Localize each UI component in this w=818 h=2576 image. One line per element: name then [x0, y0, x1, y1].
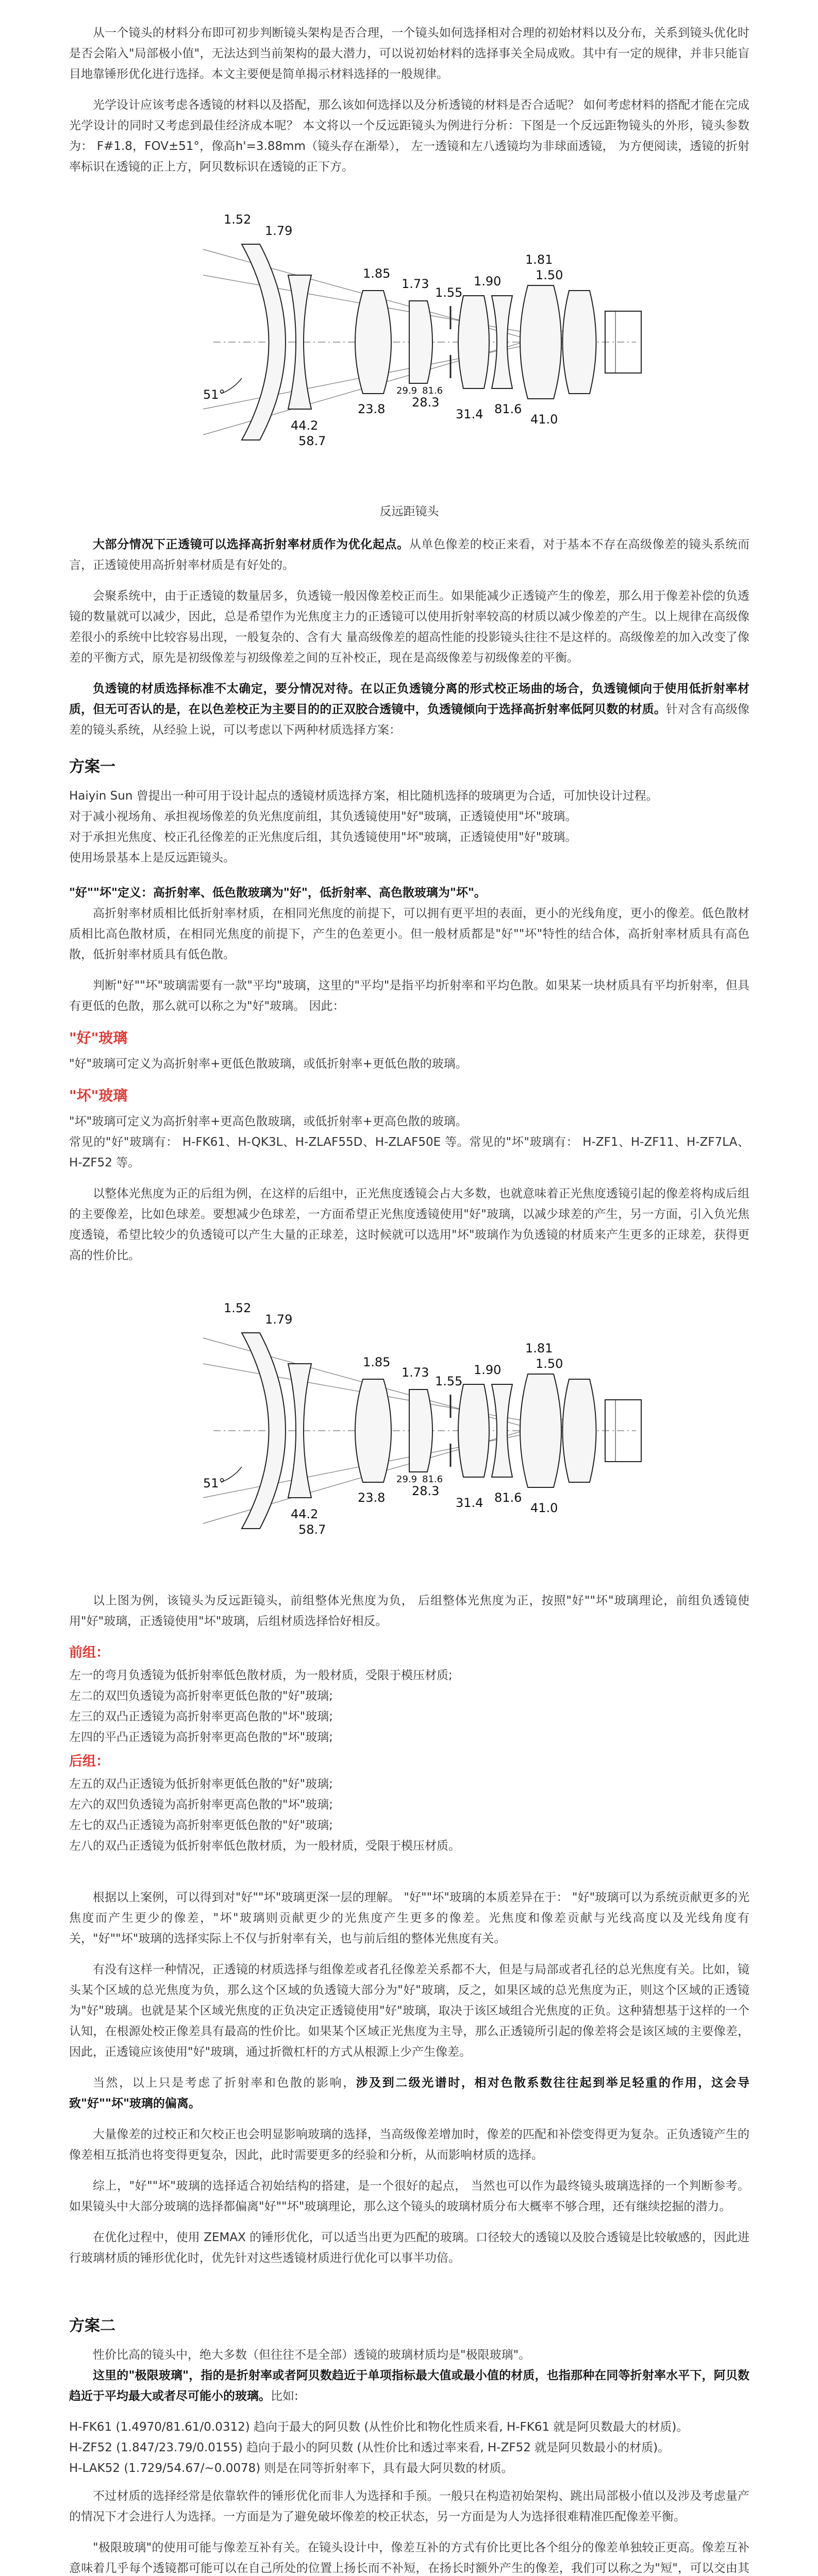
lens-2-5 — [458, 1384, 489, 1477]
lens-3-biconvex — [355, 291, 391, 394]
f2-top-label-0: 1.52 — [224, 1301, 252, 1315]
lens-2-7 — [520, 1374, 561, 1487]
bottom-label-3: 81.6 — [494, 402, 522, 416]
f2-bottom-label-3: 81.6 — [494, 1490, 522, 1505]
top-label-6: 1.81 — [525, 252, 553, 267]
scheme-2-paragraph-1: 不过材质的选择经常是依靠软件的锤形优化而非人为选择和手预。一般只在构造初始架构、跳出局部极小值以及涉及考虑量产的情况下才会进行人为选择。一方面是为了避免破坏像差的校正状态，另一方面是为人为选择很难精准匹配像差平衡。 — [69, 2489, 749, 2523]
front-group-line-2: 左二的双凹负透镜为高折射率更低色散的"好"玻璃; — [69, 1689, 333, 1703]
bottom-label-2: 31.4 — [456, 407, 483, 421]
top-label-2: 1.85 — [363, 266, 391, 281]
lens-4-planoconvex — [409, 301, 432, 383]
abbe-number-labels — [291, 385, 558, 448]
lens-2-4 — [409, 1389, 432, 1472]
figure-1-caption: 反远距镜头 — [379, 505, 439, 518]
top-label-3: 1.73 — [402, 277, 429, 291]
figure-retrofocus-lens — [69, 188, 749, 497]
f2-bottom-label-4: 41.0 — [530, 1501, 558, 1515]
abbe-number-labels-2 — [291, 1474, 558, 1537]
lens-diagram-2 — [69, 1276, 749, 1585]
article-content — [69, 23, 749, 2576]
limit-glass-item-1: H-FK61 (1.4970/81.61/0.0312) 趋向于最大的阿贝数 (从性价比和物化性质来看, H-FK61 就是阿贝数最大的材质)。 — [69, 2420, 689, 2434]
lens-2-3 — [355, 1379, 391, 1482]
front-group-line-3: 左三的双凸正透镜为高折射率更高色散的"坏"玻璃; — [69, 1710, 333, 1723]
scheme-2-paragraph-2: "极限玻璃"的使用可能与像差互补有关。在镜头设计中，像差互补的方式有价比更比各个组分的像差单独较正更高。像差互补意味着几乎每个透镜都可能可以在自己所处的位置上扬长而不补短，在扬长时额外产生的像差，我们可以称之为"短"，可以交由其 — [69, 2541, 749, 2575]
limit-glass-definition-bold: 这里的"极限玻璃"，指的是折射率或者阿贝数趋近于单项指标最大值或最小值的材质，也指那种在同等折射率水平下，阿贝数趋近于平均最大或者尽可能小的玻璃。 — [69, 2369, 749, 2403]
rear-group-example: 以整体光焦度为正的后组为例，在这样的后组中，正光焦度透镜会占大多数，也就意味着正光焦度透镜引起的像差将构成后组的主要像差，比如色球差。要想减少色球差，一方面希望正光焦度透镜使用"好"玻璃，以减少球差的产生，另一方面，引入负光焦度透镜，希望比较少的负透镜可以产生大量的正球差，这时候就可以选用"坏"玻璃作为负透镜的材质来产生更多的正球差，获得更高的性价比。 — [69, 1187, 749, 1262]
analysis-paragraph-1: 根据以上案例，可以得到对"好""坏"玻璃更深一层的理解。 "好""坏"玻璃的本质差异在于： "好"玻璃可以为系统贡献更多的光焦度而产生更少的像差，"坏"玻璃则贡献更少的光焦度产生更多的像差。光焦度和像差贡献与光线高度以及光线角度有关，"好""坏"玻璃的选择实际上不仅与折射率有关，也与前后组的整体光焦度有关。 — [69, 1891, 749, 1945]
lens-2-8 — [563, 1379, 596, 1482]
fov-angle-label: 51° — [203, 387, 225, 402]
rear-group-line-1: 左五的双凸正透镜为低折射率更低色散的"好"玻璃; — [69, 1777, 333, 1791]
f2-top-label-7: 1.50 — [536, 1357, 563, 1371]
rule-negative-lens — [69, 679, 749, 740]
rule-positive-lens-text: 从单色像差的校正来看，对于基本不存在高级像差的镜头系统而言，正透镜使用高折射率材质是有好处的。 — [69, 538, 750, 572]
good-bad-explanation-2: 判断"好""坏"玻璃需要有一款"平均"玻璃，这里的"平均"是指平均折射率和平均色散。如果某一块材质具有平均折射率，但具有更低的色散，那么就可以称之为"好"玻璃。 因此： — [69, 979, 749, 1013]
top-label-5: 1.90 — [474, 274, 502, 289]
bottom-small-1: 58.7 — [298, 434, 326, 448]
analysis-paragraph-3-bold: 涉及到二级光谱时，相对色散系数往往起到举足轻重的作用，这会导致"好""坏"玻璃的偏离。 — [69, 2076, 750, 2110]
rear-group-line-3: 左七的双凸正透镜为高折射率更低色散的"好"玻璃; — [69, 1819, 333, 1832]
limit-glass-item-2: H-ZF52 (1.847/23.79/0.0155) 趋向于最小的阿贝数 (从性价比和透过率来看, H-ZF52 就是阿贝数最小的材质)。 — [69, 2441, 670, 2454]
lens-8-biconvex — [563, 291, 596, 394]
lens-5-biconvex — [458, 296, 489, 388]
scheme-1-title: 方案一 — [69, 758, 115, 776]
bad-glass-label: "坏"玻璃 — [69, 1087, 128, 1104]
f2-bottom-label-2: 31.4 — [456, 1496, 483, 1510]
top-label-4: 1.55 — [435, 285, 463, 300]
f2-top-label-4: 1.55 — [435, 1374, 463, 1388]
bottom-label-4: 41.0 — [530, 412, 558, 427]
front-group-line-4: 左四的平凸正透镜为高折射率更高色散的"坏"玻璃; — [69, 1731, 333, 1744]
f2-bottom-label-0: 23.8 — [358, 1490, 386, 1505]
analysis-paragraph-4: 大量像差的过校正和欠校正也会明显影响玻璃的选择，当高级像差增加时，像差的匹配和补偿变得更为复杂。正负透镜产生的像差相互抵消也将变得更复杂，因此，此时需要更多的经验和分析，从而影响材质的选择。 — [69, 2128, 749, 2162]
good-glass-label: "好"玻璃 — [69, 1029, 128, 1046]
good-glass-definition: "好"玻璃可定义为高折射率+更低色散玻璃，或低折射率+更低色散的玻璃。 — [69, 1057, 468, 1071]
bottom-label-0: 23.8 — [358, 402, 386, 416]
top-label-0: 1.52 — [224, 212, 252, 227]
limit-glass-item-3: H-LAK52 (1.729/54.67/~0.0078) 则是在同等折射率下，具有最大阿贝数的材质。 — [69, 2462, 513, 2475]
f2-top-label-3: 1.73 — [402, 1365, 429, 1380]
bottom-small-3: 29.9 — [396, 385, 418, 396]
limit-glass-definition-tail: 比如: — [271, 2389, 298, 2403]
f2-top-label-2: 1.85 — [363, 1355, 391, 1369]
analysis-paragraph-3-text: 当然，以上只是考虑了折射率和色散的影响， — [93, 2076, 356, 2090]
lens-diagram-1 — [69, 188, 749, 497]
bad-glass-definition: "坏"玻璃可定义为高折射率+更高色散玻璃，或低折射率+更高色散的玻璃。 — [69, 1115, 468, 1128]
f2-bottom-small-0: 44.2 — [291, 1507, 319, 1521]
bottom-label-1: 28.3 — [412, 395, 440, 410]
analysis-paragraph-5: 综上，"好""坏"玻璃的选择适合初始结构的搭建，是一个很好的起点， 当然也可以作为最终镜头玻璃选择的一个判断参考。 如果镜头中大部分玻璃的选择都偏离"好""坏"玻璃理论，那么这个镜头的玻璃材质分布大概率不够合理，还有继续挖掘的潜力。 — [69, 2179, 749, 2213]
scheme-1-line-4: 使用场景基本上是反远距镜头。 — [69, 851, 235, 865]
glass-examples: 常见的"好"玻璃有： H-FK61、H-QK3L、H-ZLAF55D、H-ZLAF50E 等。常见的"坏"玻璃有： H-ZF1、H-ZF11、H-ZF7LA、H-ZF52 等。 — [69, 1136, 749, 1170]
f2-bottom-label-1: 28.3 — [412, 1484, 440, 1498]
rule-negative-lens-bold: 负透镜的材质选择标准不太确定，要分情况对待。在以正负透镜分离的形式校正场曲的场合，负透镜倾向于使用低折射率材质，但无可否认的是，在以色差校正为主要目的的正双胶合透镜中，负透镜倾向于选择高折射率低阿贝数的材质。 — [69, 682, 749, 716]
analysis-paragraph-6: 在优化过程中，使用 ZEMAX 的锤形优化，可以适当出更为匹配的玻璃。口径较大的透镜以及胶合透镜是比较敏感的，因此进行玻璃材质的锤形优化时，优先针对这些透镜材质进行优化可以事半功倍。 — [69, 2231, 749, 2265]
scheme-1-line-3: 对于承担光焦度、校正孔径像差的正光焦度后组，其负透镜使用"坏"玻璃，正透镜使用"好"玻璃。 — [69, 831, 577, 844]
limit-glass-definition — [69, 2365, 749, 2406]
rear-group-line-2: 左六的双凹负透镜为高折射率更高色散的"坏"玻璃; — [69, 1798, 333, 1811]
figure-retrofocus-lens-2 — [69, 1276, 749, 1585]
f2-bottom-small-2: 81.6 — [422, 1474, 443, 1485]
lens-7-biconvex — [520, 285, 561, 399]
f2-bottom-small-3: 29.9 — [396, 1474, 418, 1485]
front-group-label: 前组： — [69, 1645, 110, 1660]
intro-paragraph-1: 从一个镜头的材料分布即可初步判断镜头架构是否合理，一个镜头如何选择相对合理的初始材料以及分布，关系到镜头优化时是否会陷入"局部极小值"，无法达到当前架构的最大潜力，可以说初始材料的选择事关全局成败。其中有一定的规律，并非只能盲目地靠锤形优化进行选择。本文主要便是简单揭示材料选择的一般规律。 — [69, 26, 749, 81]
scheme-2-intro: 性价比高的镜头中，绝大多数（但往往不是全部）透镜的玻璃材质均是"极限玻璃"。 — [93, 2348, 531, 2362]
rule-positive-lens — [69, 534, 749, 575]
top-label-1: 1.79 — [265, 224, 293, 238]
scheme-1-line-2: 对于减小视场角、承担视场像差的负光焦度前组，其负透镜使用"好"玻璃，正透镜使用"坏"玻璃。 — [69, 810, 577, 823]
f2-bottom-small-1: 58.7 — [298, 1522, 326, 1537]
rear-group-line-4: 左八的双凸正透镜为低折射率低色散材质，为一般材质，受限于模压材质。 — [69, 1839, 460, 1853]
scheme-2-title: 方案二 — [69, 2317, 115, 2335]
f2-top-label-6: 1.81 — [525, 1341, 553, 1355]
rule-positive-lens-bold: 大部分情况下正透镜可以选择高折射率材质作为优化起点。 — [93, 538, 409, 551]
intro-paragraph-2: 光学设计应该考虑各透镜的材料以及搭配，那么该如何选择以及分析透镜的材料是否合适呢？ 如何考虑材料的搭配才能在完成光学设计的同时又考虑到最佳经济成本呢？ 本文将以一个反远距镜头为例进行分析：下图是一个反远距物镜头的外形，镜头参数为： F#1.8，FOV±51°，像高h'=3.88mm（镜头存在渐晕）， 左一透镜和左八透镜均为非球面透镜， 为方便阅读，透镜的折射率标识在透镜的正上方，阿贝数标识在透镜的正下方。 — [69, 98, 749, 174]
good-bad-explanation-1: 高折射率材质相比低折射率材质，在相同光焦度的前提下，可以拥有更平坦的表面，更小的光线角度，更小的像差。低色散材质相比高色散材质，在相同光焦度的前提下，产生的色差更小。但一般材质都是"好""坏"特性的结合体，高折射率材质具有高色散，低折射率材质具有低色散。 — [69, 907, 749, 961]
figure-2-explanation: 以上图为例，该镜头为反远距镜头，前组整体光焦度为负， 后组整体光焦度为正，按照"好""坏"玻璃理论，前组负透镜使用"好"玻璃，正透镜使用"坏"玻璃，后组材质选择恰好相反。 — [69, 1594, 749, 1628]
converging-system-paragraph: 会聚系统中，由于正透镜的数量居多，负透镜一般因像差校正而生。如果能减少正透镜产生的像差，那么用于像差补偿的负透镜的数量就可以减少，因此，总是希望作为光焦度主力的正透镜可以使用折射率较高的材质以减少像差的产生。以上规律在高级像差很小的系统中比较容易出现，一般复杂的、含有大 量高级像差的超高性能的投影镜头往往不是这样的。高级像差的加入改变了像差的平衡方式，原先是初级像差与初级像差之间的互补校正，现在是高级像差与初级像差的平衡。 — [69, 589, 749, 665]
f2-top-label-1: 1.79 — [265, 1312, 293, 1327]
top-label-7: 1.50 — [536, 268, 563, 282]
f2-top-label-5: 1.90 — [474, 1363, 502, 1377]
rule-negative-lens-text: 针对含有高级像差的镜头系统，从经验上说，可以考虑以下两种材质选择方案： — [69, 703, 750, 737]
fov-angle-label-2: 51° — [203, 1476, 225, 1490]
analysis-paragraph-2: 有没有这样一种情况，正透镜的材质选择与组像差或者孔径像差关系都不大，但是与局部或者孔径的总光焦度有关。比如，镜头某个区域的总光焦度为负，那么这个区域的负透镜大部分为"好"玻璃，反之，如果区域的总光焦度为正，则这个区域的正透镜为"好"玻璃。也就是某个区域光焦度的正负决定正透镜使用"好"玻璃，取决于该区域组合光焦度的正负。这种猜想基于这样的一个认知，在根源处校正像差具有最高的性价比。如果某个区域正光焦度为主导，那么正透镜所引起的像差将会是该区域的主要像差，因此，正透镜应该使用"好"玻璃，通过折微杠杆的方式从根源上少产生像差。 — [69, 1963, 749, 2059]
good-bad-definition: "好""坏"定义：高折射率、低色散玻璃为"好"，低折射率、高色散玻璃为"坏"。 — [69, 886, 486, 900]
rear-group-label: 后组： — [69, 1754, 110, 1769]
scheme-1-line-1: Haiyin Sun 曾提出一种可用于设计起点的透镜材质选择方案，相比随机选择的玻璃更为合适，可加快设计过程。 — [69, 789, 658, 803]
front-group-line-1: 左一的弯月负透镜为低折射率低色散材质，为一般材质，受限于模压材质; — [69, 1669, 453, 1682]
bottom-small-0: 44.2 — [291, 418, 319, 433]
bottom-small-2: 81.6 — [422, 385, 443, 396]
analysis-paragraph-3 — [69, 2073, 749, 2114]
